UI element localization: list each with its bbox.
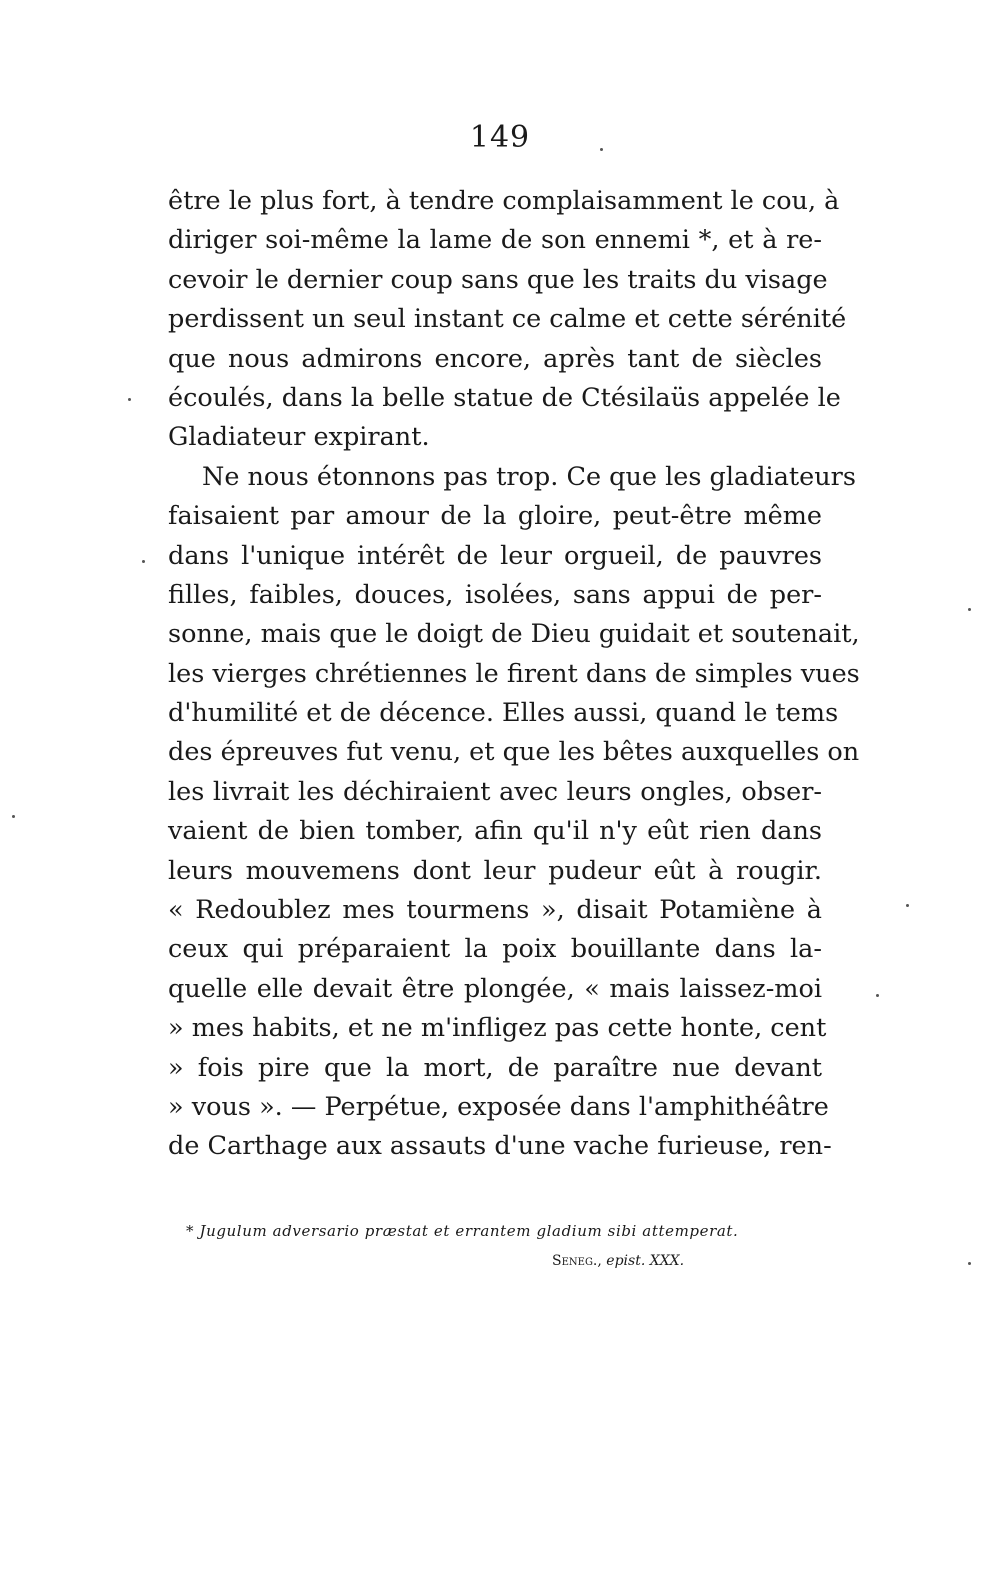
scan-speck	[128, 398, 131, 401]
text-line: faisaient par amour de la gloire, peut-être même	[168, 501, 822, 532]
text-line: d'humilité et de décence. Elles aussi, quand le tems	[168, 698, 839, 729]
scan-speck	[876, 994, 879, 997]
text-line: Gladiateur expirant.	[168, 422, 430, 453]
text-line: que nous admirons encore, après tant de siècles	[168, 343, 822, 374]
text-line: « Redoublez mes tourmens », disait Potamiène à	[168, 895, 822, 926]
scan-speck	[968, 608, 971, 611]
text-line: filles, faibles, douces, isolées, sans appui de per-	[168, 579, 822, 610]
text-line: » fois pire que la mort, de paraître nue devant	[168, 1052, 822, 1083]
text-line: » mes habits, et ne m'infligez pas cette honte, cent	[168, 1013, 827, 1044]
text-line: perdissent un seul instant ce calme et cette sérénité	[168, 304, 847, 335]
scan-speck	[906, 904, 909, 907]
text-line: » vous ». — Perpétue, exposée dans l'amphithéâtre	[168, 1091, 829, 1122]
text-line: être le plus fort, à tendre complaisamment le cou, à	[168, 186, 840, 216]
text-line: cevoir le dernier coup sans que les traits du visage	[168, 264, 828, 295]
scan-speck	[142, 560, 145, 563]
text-line: quelle elle devait être plongée, « mais laissez-moi	[168, 973, 822, 1004]
text-line: de Carthage aux assauts d'une vache furieuse, ren-	[168, 1131, 832, 1162]
scan-speck	[968, 1262, 971, 1265]
footnote: * Jugulum adversario præstat et errantem gladium sibi attemperat.	[186, 1222, 739, 1240]
text-line: écoulés, dans la belle statue de Ctésilaüs appelée le	[168, 382, 841, 413]
footnote-source-author: Seneg.,	[552, 1253, 602, 1269]
text-line: dans l'unique intérêt de leur orgueil, de pauvres	[168, 540, 822, 571]
page-number: 149	[469, 120, 531, 155]
text-line: ceux qui préparaient la poix bouillante dans la-	[168, 934, 822, 965]
scan-speck	[600, 148, 603, 151]
footnote-source-ref: epist. XXX.	[606, 1253, 685, 1269]
text-line: diriger soi-même la lame de son ennemi *, et à re-	[168, 225, 822, 256]
text-line: vaient de bien tomber, afin qu'il n'y eût rien dans	[168, 816, 822, 847]
body-text	[168, 182, 860, 1167]
text-line: Ne nous étonnons pas trop. Ce que les gladiateurs	[202, 461, 856, 492]
scan-speck	[12, 815, 15, 818]
footnote-source	[552, 1253, 684, 1269]
text-line: les livrait les déchiraient avec leurs ongles, obser-	[168, 776, 822, 807]
text-line: des épreuves fut venu, et que les bêtes auxquelles on	[168, 737, 860, 768]
text-line: les vierges chrétiennes le firent dans de simples vues	[168, 658, 860, 689]
text-line: leurs mouvemens dont leur pudeur eût à rougir.	[168, 855, 822, 886]
text-line: sonne, mais que le doigt de Dieu guidait et soutenait,	[168, 619, 860, 650]
